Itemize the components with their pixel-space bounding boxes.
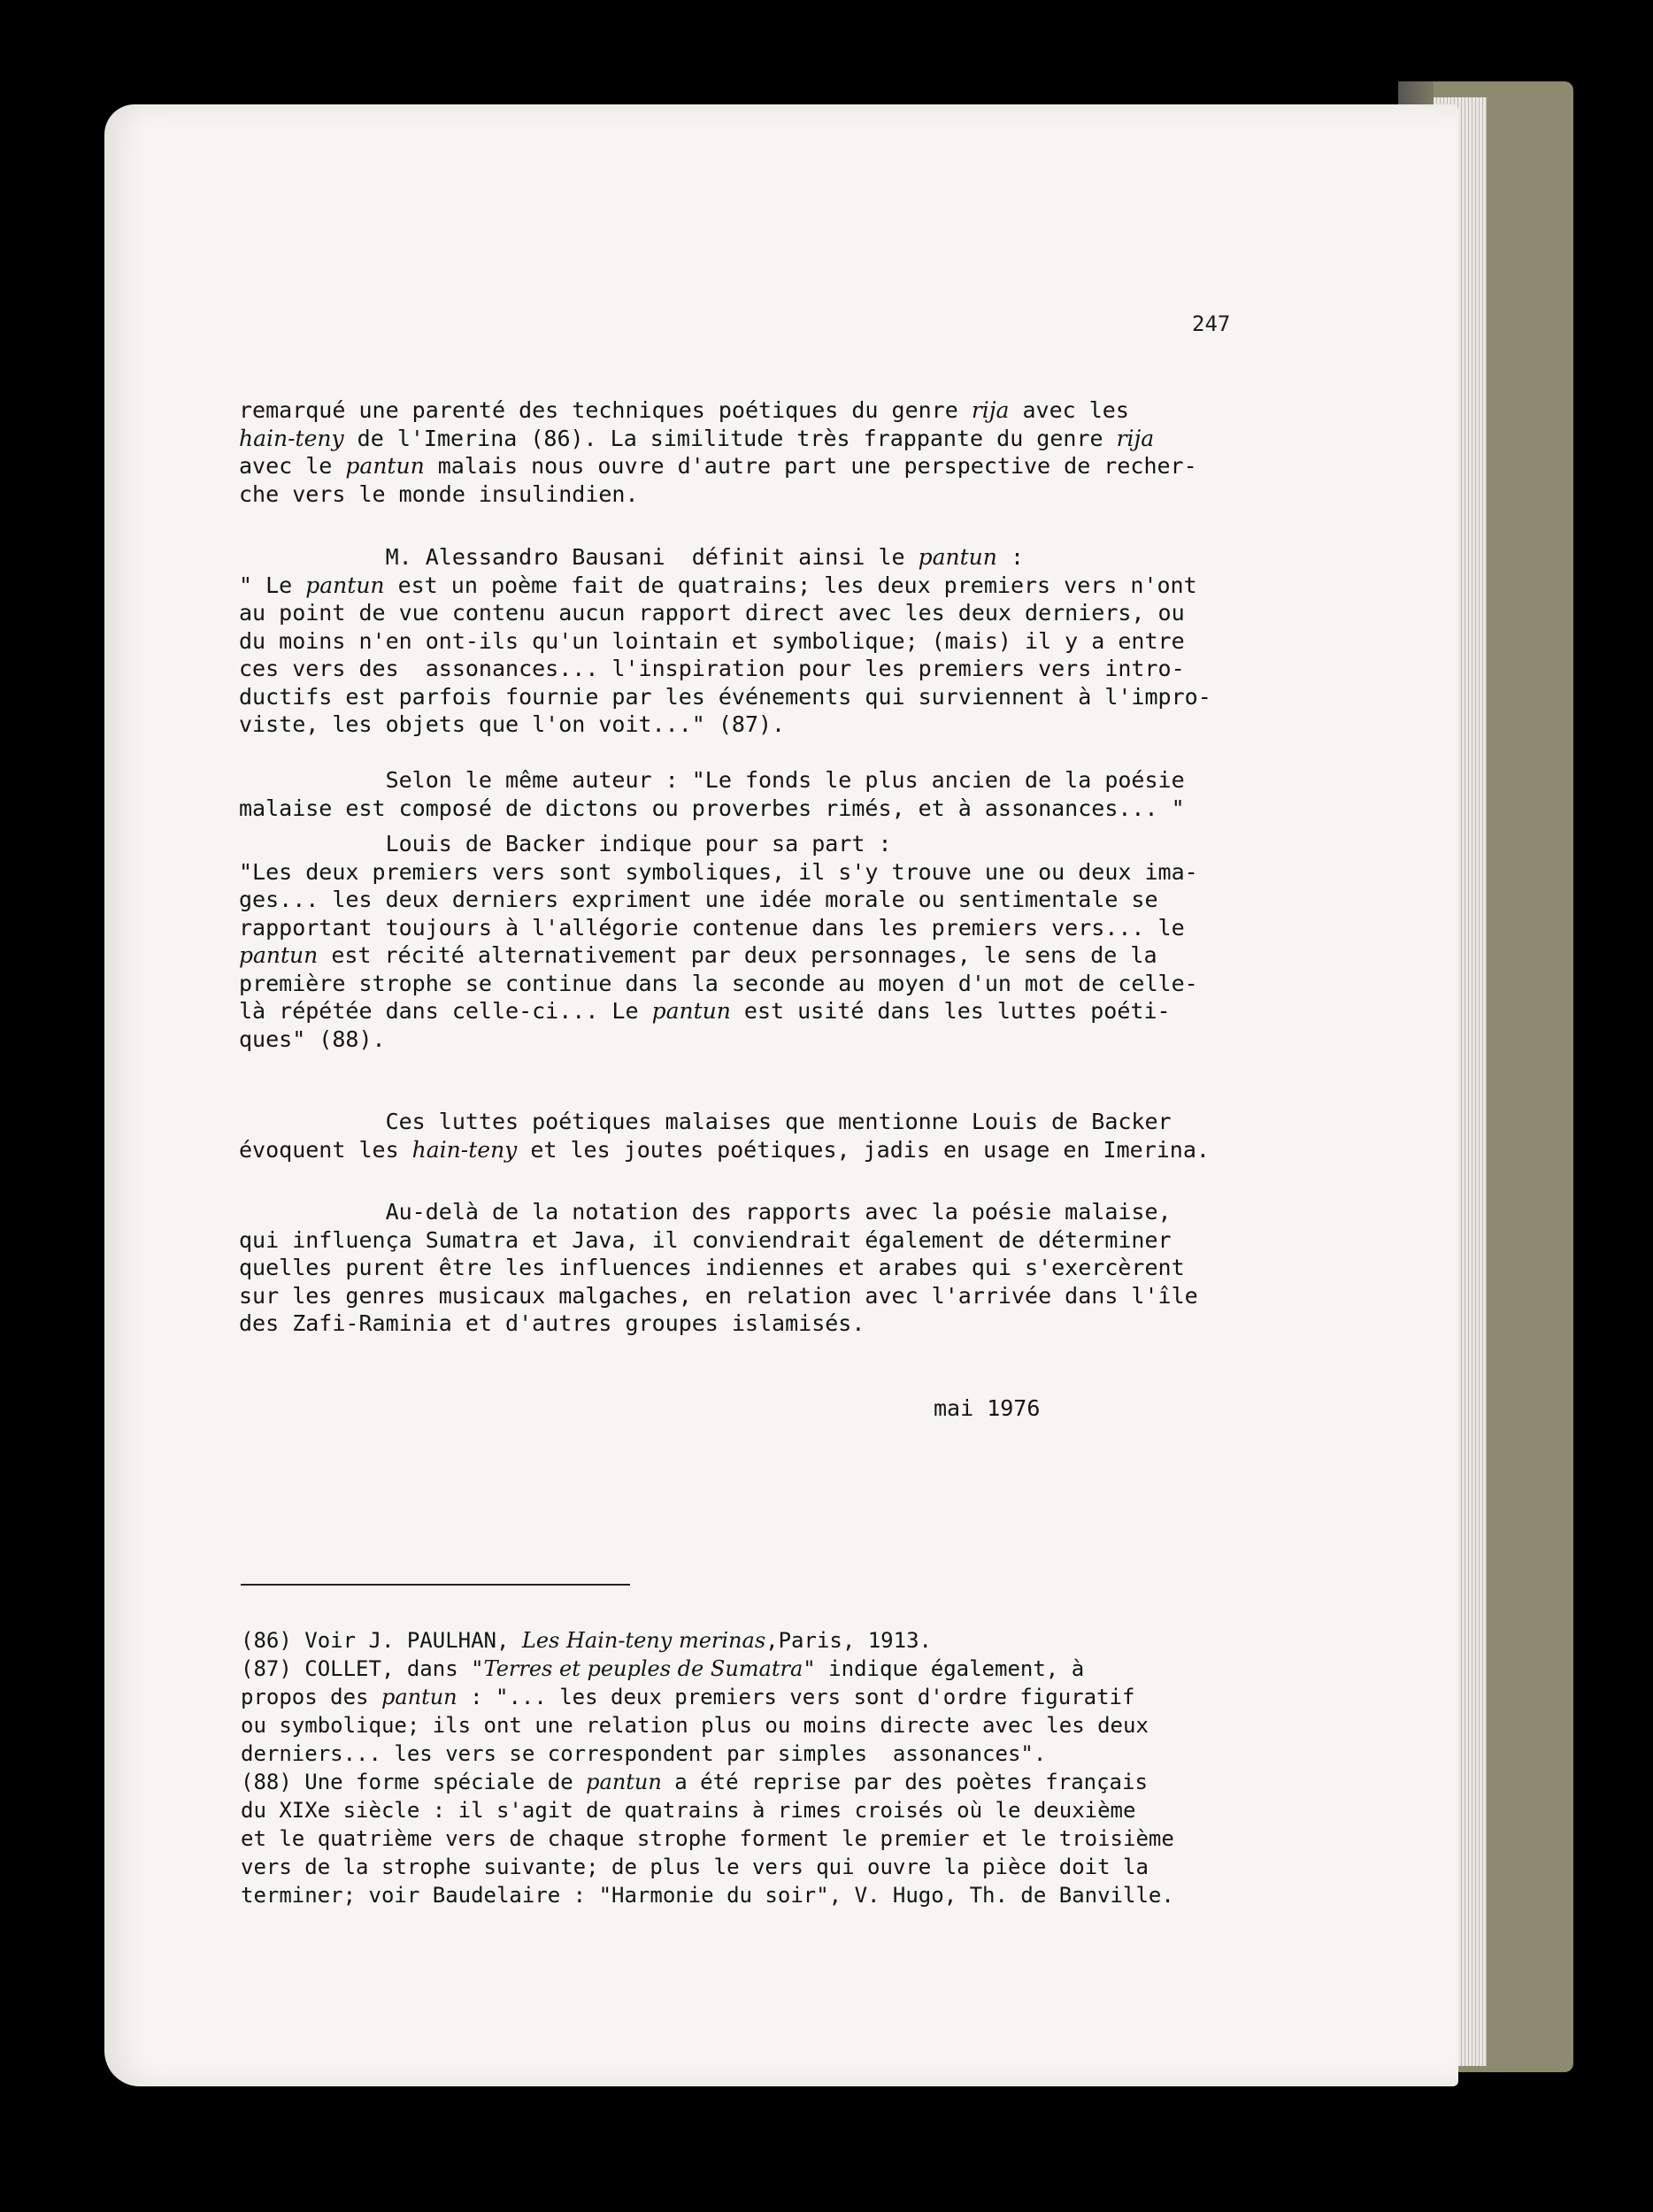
italic-term: hain-teny xyxy=(411,1136,518,1163)
paragraph-6 xyxy=(239,1198,1319,1338)
footnote-line: (87) COLLET, dans "Terres et peuples de Sumatra" indique également, à xyxy=(241,1656,1085,1681)
italic-term: pantun xyxy=(381,1685,457,1709)
italic-term: pantun xyxy=(918,544,997,570)
text-line: " Le pantun est un poème fait de quatrains; les deux premiers vers n'ont xyxy=(239,572,1197,598)
text-line: che vers le monde insulindien. xyxy=(239,480,639,507)
italic-term: pantun xyxy=(345,453,425,479)
text-line: là répétée dans celle-ci... Le pantun est usité dans les luttes poéti- xyxy=(239,998,1171,1024)
text-line: M. Alessandro Bausani définit ainsi le pantun : xyxy=(239,544,1024,570)
footnotes xyxy=(241,1626,1320,1909)
footnote-rule xyxy=(241,1584,630,1586)
paragraph-2 xyxy=(239,543,1319,739)
footnote-line: (88) Une forme spéciale de pantun a été reprise par des poètes français xyxy=(241,1770,1148,1794)
italic-term: hain-teny xyxy=(239,425,344,451)
italic-term: pantun xyxy=(651,998,731,1024)
text-line: viste, les objets que l'on voit..." (87). xyxy=(239,711,786,737)
text-line: évoquent les hain-teny et les joutes poétiques, jadis en usage en Imerina. xyxy=(239,1136,1210,1163)
text-line: avec le pantun malais nous ouvre d'autre part une perspective de recher- xyxy=(239,453,1197,479)
footnote-line: terminer; voir Baudelaire : "Harmonie du soir", V. Hugo, Th. de Banville. xyxy=(241,1883,1174,1908)
text-line: quelles purent être les influences indiennes et arabes qui s'exercèrent xyxy=(239,1255,1185,1280)
text-line: ces vers des assonances... l'inspiration pour les premiers vers intro- xyxy=(239,656,1185,681)
text-line: sur les genres musicaux malgaches, en relation avec l'arrivée dans l'île xyxy=(239,1282,1198,1309)
text-line: au point de vue contenu aucun rapport direct avec les deux derniers, ou xyxy=(239,600,1185,626)
paragraph-1 xyxy=(239,396,1319,508)
text-line: "Les deux premiers vers sont symboliques, il s'y trouve une ou deux ima- xyxy=(239,858,1198,885)
date-signature: mai 1976 xyxy=(934,1395,1041,1421)
footnote-line: (86) Voir J. PAULHAN, Les Hain-teny merinas,Paris, 1913. xyxy=(241,1628,932,1653)
text-line: Louis de Backer indique pour sa part : xyxy=(239,831,892,856)
footnote-line: ou symbolique; ils ont une relation plus ou moins directe avec les deux xyxy=(241,1713,1149,1738)
footnote-line: et le quatrième vers de chaque strophe forment le premier et le troisième xyxy=(241,1826,1174,1851)
text-line: qui influença Sumatra et Java, il conviendrait également de déterminer xyxy=(239,1226,1172,1253)
italic-term: pantun xyxy=(239,942,319,968)
italic-term: Les Hain-teny merinas xyxy=(521,1628,766,1653)
text-line: première strophe se continue dans la seconde au moyen d'un mot de celle- xyxy=(239,970,1198,996)
italic-term: rija xyxy=(971,397,1010,423)
text-line: remarqué une parenté des techniques poétiques du genre rija avec les xyxy=(239,397,1129,423)
italic-term: rija xyxy=(1116,425,1155,451)
footnote-line: derniers... les vers se correspondent par simples assonances". xyxy=(241,1741,1047,1766)
text-line: des Zafi-Raminia et d'autres groupes islamisés. xyxy=(239,1310,865,1336)
text-line: Ces luttes poétiques malaises que mentionne Louis de Backer xyxy=(239,1109,1172,1134)
footnote-line: vers de la strophe suivante; de plus le vers qui ouvre la pièce doit la xyxy=(241,1855,1149,1879)
text-line: Au-delà de la notation des rapports avec la poésie malaise, xyxy=(239,1199,1172,1225)
italic-term: Terres et peuples de Sumatra xyxy=(483,1656,803,1681)
text-line: ques" (88). xyxy=(239,1025,386,1052)
paragraph-3 xyxy=(239,766,1319,822)
text-line: ges... les deux derniers expriment une idée morale ou sentimentale se xyxy=(239,887,1158,912)
text-line: du moins n'en ont-ils qu'un lointain et symbolique; (mais) il y a entre xyxy=(239,627,1185,654)
text-line: pantun est récité alternativement par deux personnages, le sens de la xyxy=(239,942,1157,968)
text-line: ductifs est parfois fournie par les événements qui surviennent à l'impro- xyxy=(239,683,1211,710)
text-line: hain-teny de l'Imerina (86). La similitude très frappante du genre rija xyxy=(239,425,1155,451)
paragraph-5 xyxy=(239,1108,1319,1164)
footnote-line: du XIXe siècle : il s'agit de quatrains à rimes croisés où le deuxième xyxy=(241,1798,1136,1823)
italic-term: pantun xyxy=(305,572,385,598)
paragraph-4 xyxy=(239,830,1319,1053)
footnote-line: propos des pantun : "... les deux premiers vers sont d'ordre figuratif xyxy=(241,1685,1135,1709)
page-number: 247 xyxy=(1192,311,1231,336)
text-line: rapportant toujours à l'allégorie contenue dans les premiers vers... le xyxy=(239,914,1185,941)
italic-term: pantun xyxy=(586,1770,662,1794)
text-line: malaise est composé de dictons ou proverbes rimés, et à assonances... " xyxy=(239,795,1185,821)
text-line: Selon le même auteur : "Le fonds le plus ancien de la poésie xyxy=(239,767,1185,793)
